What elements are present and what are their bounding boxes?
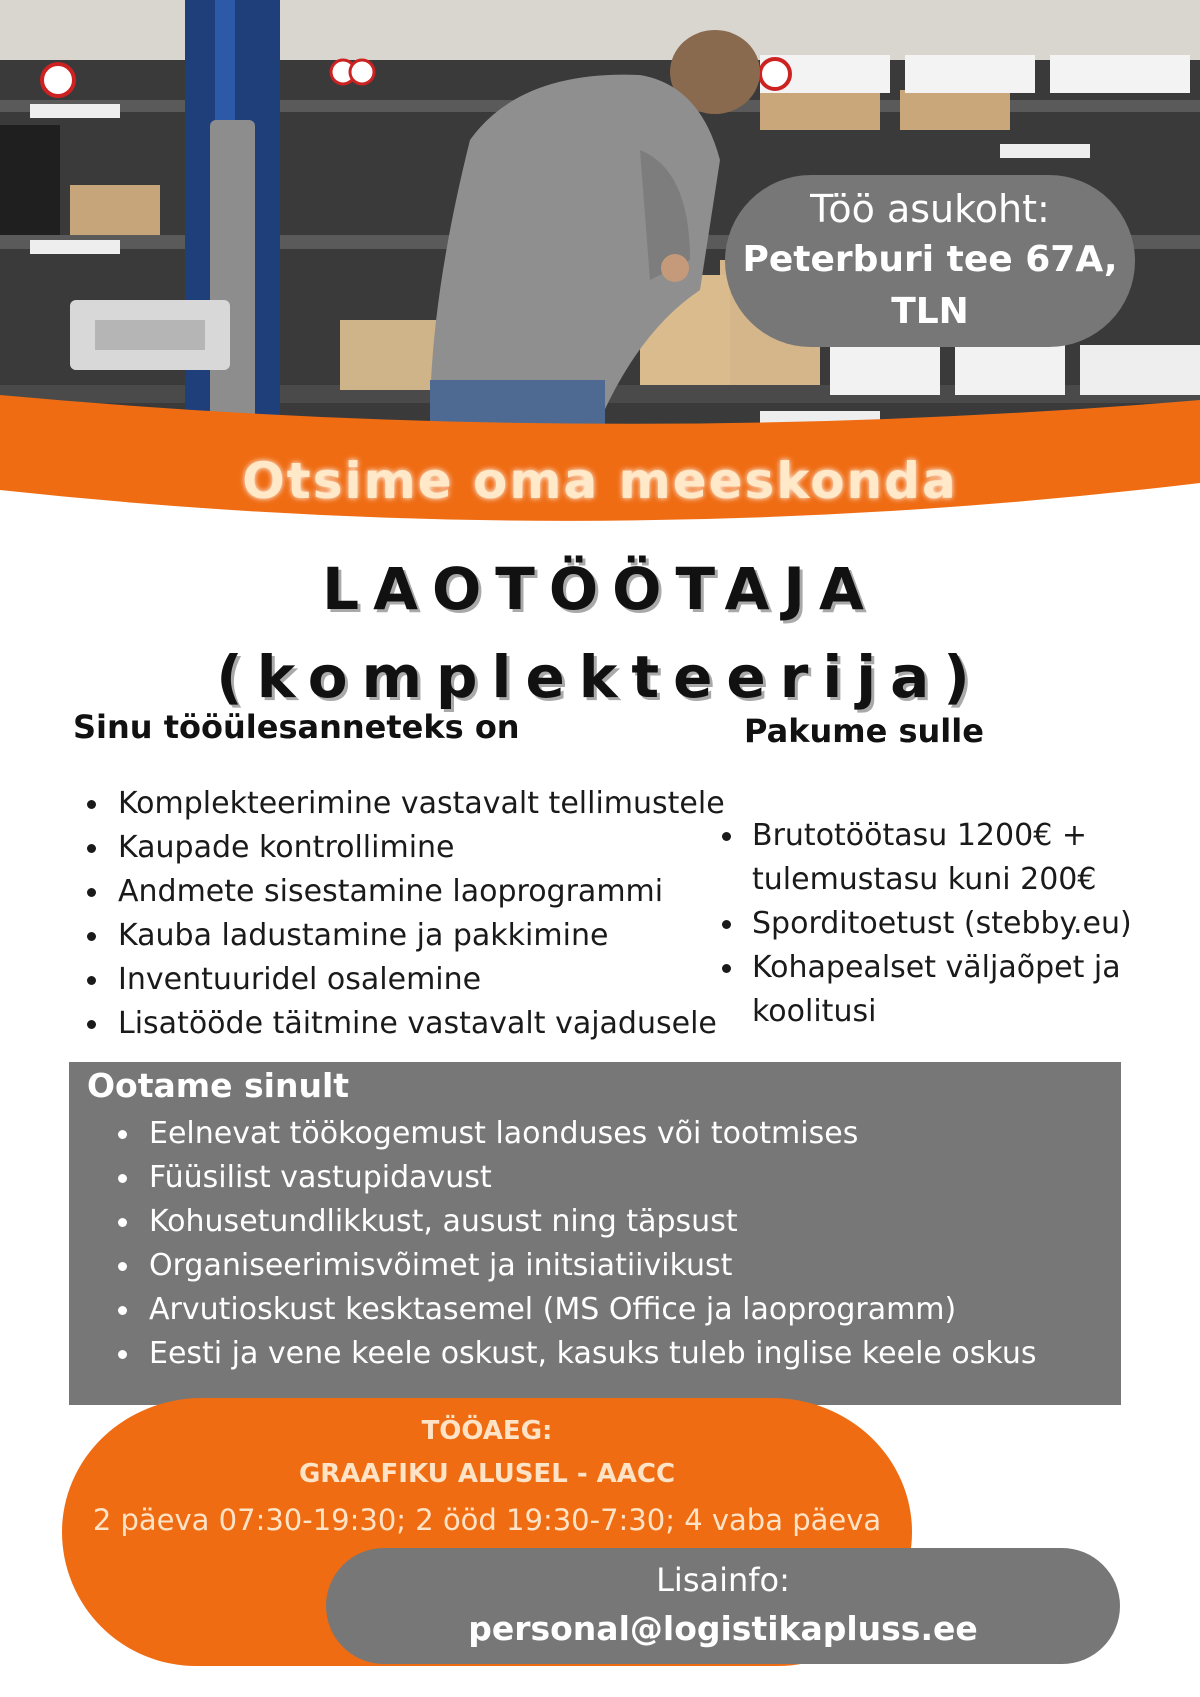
duties-heading: Sinu tööülesanneteks on [73,708,520,746]
requirements-list [104,1112,1036,1376]
list-item: Kohusetundlikkust, ausust ning täpsust [104,1200,1036,1244]
worktime-hours: 2 päeva 07:30-19:30; 2 ööd 19:30-7:30; 4 vaba päeva [92,1503,882,1537]
list-item: Kauba ladustamine ja pakkimine [73,914,753,958]
job-title [0,545,1200,721]
job-title-line2: (komplekteerija) [216,643,984,711]
list-item: Eelnevat töökogemust laonduses või tootmises [104,1112,1036,1156]
location-label: Töö asukoht: [810,187,1050,231]
list-item: Arvutioskust kesktasemel (MS Office ja laoprogramm) [104,1288,1036,1332]
list-item: Organiseerimisvõimet ja initsiatiivikust [104,1244,1036,1288]
list-item: Inventuuridel osalemine [73,958,753,1002]
list-item: Lisatööde täitmine vastavalt vajadusele [73,1002,753,1046]
list-item: Kaupade kontrollimine [73,826,753,870]
list-item: Kohapealset väljaõpet ja koolitusi [710,946,1170,1034]
contact-section [326,1548,1120,1664]
duties-list [73,782,753,1046]
list-item: Eesti ja vene keele oskust, kasuks tuleb inglise keele oskus [104,1332,1036,1376]
offer-section [710,712,1170,1034]
location-address-line1: Peterburi tee 67A, [742,239,1118,280]
banner-heading: Otsime oma meeskonda [242,452,958,510]
worktime-schedule: GRAAFIKU ALUSEL - AACC [298,1459,676,1489]
duties-section [73,708,753,1046]
list-item: Sporditoetust (stebby.eu) [710,902,1170,946]
list-item: Füüsilist vastupidavust [104,1156,1036,1200]
work-location-badge [725,175,1135,347]
list-item: Komplekteerimine vastavalt tellimustele [73,782,753,826]
job-title-line1: LAOTÖÖTAJA [322,555,878,623]
offer-list [710,814,1170,1034]
list-item: Andmete sisestamine laoprogrammi [73,870,753,914]
requirements-heading: Ootame sinult [87,1066,350,1105]
worktime-label: TÖÖAEG: [421,1416,553,1446]
location-address-line2: TLN [891,291,969,332]
offer-heading: Pakume sulle [744,712,984,750]
contact-email-link[interactable]: personal@logistikapluss.ee [468,1609,978,1648]
worktime-section [62,1410,912,1544]
contact-label: Lisainfo: [656,1561,790,1599]
requirements-section [69,1062,1121,1405]
list-item: Brutotöötasu 1200€ + tulemustasu kuni 200€ [710,814,1170,902]
